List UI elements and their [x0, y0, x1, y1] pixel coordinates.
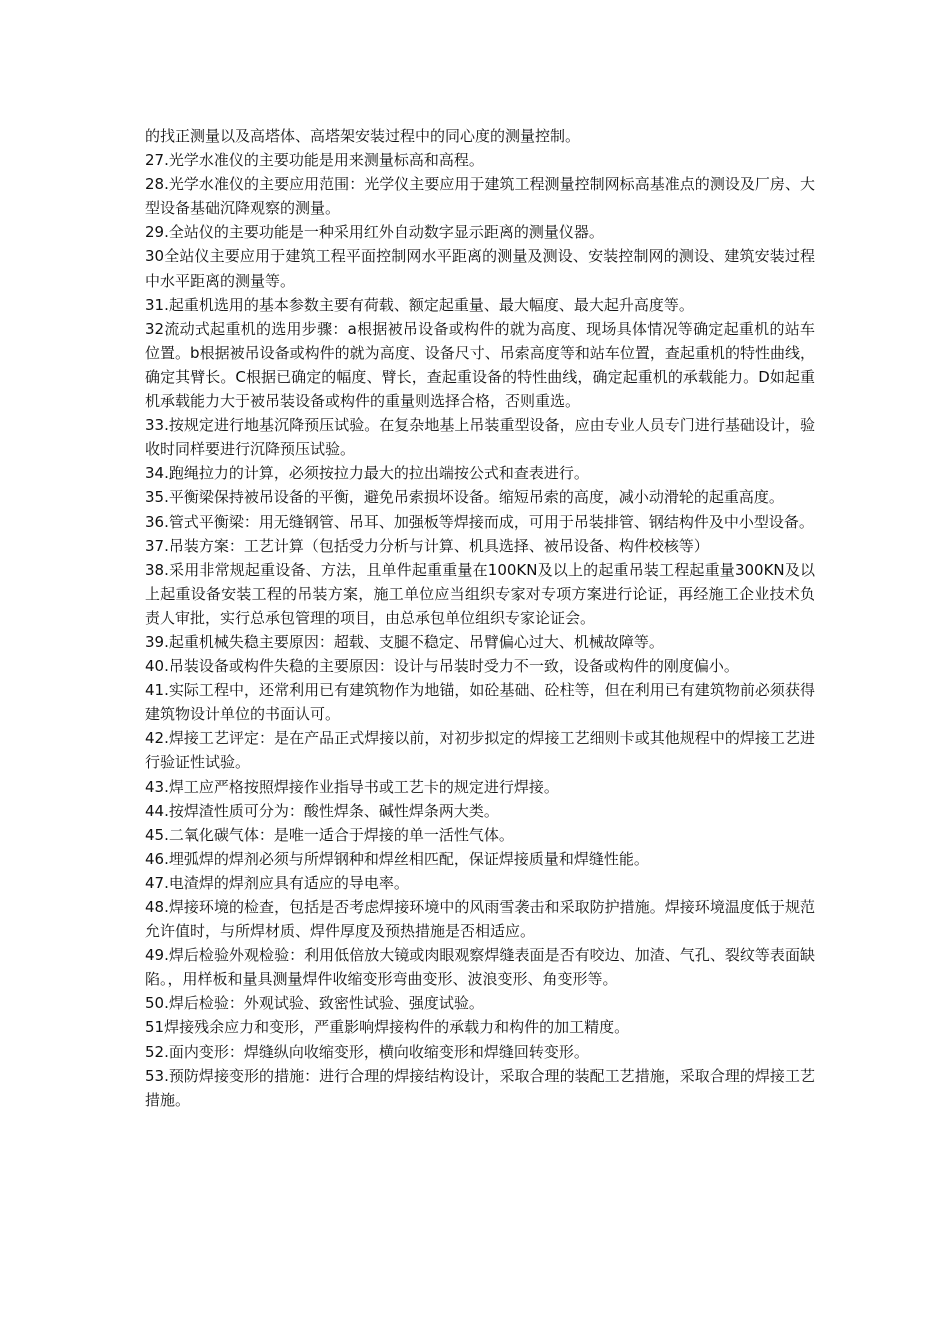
paragraph-44: 44.按焊渣性质可分为：酸性焊条、碱性焊条两大类。	[145, 801, 499, 820]
document-body	[145, 124, 815, 1112]
paragraph-33: 33.按规定进行地基沉降预压试验。在复杂地基上吊装重型设备，应由专业人员专门进行基础设计，验收时同样要进行沉降预压试验。	[145, 416, 815, 459]
paragraph-continuation: 的找正测量以及高塔体、高塔架安装过程中的同心度的测量控制。	[145, 127, 581, 145]
paragraph-53: 53.预防焊接变形的措施：进行合理的焊接结构设计，采取合理的装配工艺措施，采取合理的焊接工艺措施。	[145, 1066, 815, 1109]
paragraph-32: 32流动式起重机的选用步骤：a根据被吊设备或构件的就为高度、现场具体情况等确定起重机的站车位置。b根据被吊设备或构件的就为高度、设备尺寸、吊索高度等和站车位置，查起重机的特性曲线，确定其臂长。C根据已确定的幅度、臂长，查起重设备的特性曲线，确定起重机的承载能力。D如起重机承载能力大于被吊装设备或构件的重量则选择合格，否则重选。	[145, 319, 815, 411]
paragraph-46: 46.埋弧焊的焊剂必须与所焊钢种和焊丝相匹配，保证焊接质量和焊缝性能。	[145, 849, 649, 868]
paragraph-37: 37.吊装方案：工艺计算（包括受力分析与计算、机具选择、被吊设备、构件校核等）	[145, 536, 709, 555]
paragraph-29: 29.全站仪的主要功能是一种采用红外自动数字显示距离的测量仪器。	[145, 223, 604, 242]
paragraph-40: 40.吊装设备或构件失稳的主要原因：设计与吊装时受力不一致，设备或构件的刚度偏小。	[145, 657, 739, 676]
paragraph-34: 34.跑绳拉力的计算，必须按拉力最大的拉出端按公式和查表进行。	[145, 464, 589, 483]
paragraph-41: 41.实际工程中，还常利用已有建筑物作为地锚，如砼基础、砼柱等，但在利用已有建筑物前必须获得建筑物设计单位的书面认可。	[145, 681, 815, 724]
paragraph-51: 51焊接残余应力和变形，严重影响焊接构件的承载力和构件的加工精度。	[145, 1018, 630, 1037]
paragraph-50: 50.焊后检验：外观试验、致密性试验、强度试验。	[145, 994, 484, 1013]
paragraph-43: 43.焊工应严格按照焊接作业指导书或工艺卡的规定进行焊接。	[145, 777, 559, 796]
paragraph-30: 30全站仪主要应用于建筑工程平面控制网水平距离的测量及测设、安装控制网的测设、建筑安装过程中水平距离的测量等。	[145, 247, 815, 290]
paragraph-49: 49.焊后检验外观检验：利用低倍放大镜或肉眼观察焊缝表面是否有咬边、加渣、气孔、裂纹等表面缺陷。，用样板和量具测量焊件收缩变形弯曲变形、波浪变形、角变形等。	[145, 946, 815, 989]
paragraph-27: 27.光学水准仪的主要功能是用来测量标高和高程。	[145, 151, 484, 170]
paragraph-47: 47.电渣焊的焊剂应具有适应的导电率。	[145, 873, 409, 892]
paragraph-39: 39.起重机械失稳主要原因：超载、支腿不稳定、吊臂偏心过大、机械故障等。	[145, 632, 664, 651]
paragraph-35: 35.平衡梁保持被吊设备的平衡，避免吊索损坏设备。缩短吊索的高度，减小动滑轮的起重高度。	[145, 488, 784, 507]
paragraph-48: 48.焊接环境的检查，包括是否考虑焊接环境中的风雨雪袭击和采取防护措施。焊接环境温度低于规范允许值时，与所焊材质、焊件厚度及预热措施是否相适应。	[145, 898, 815, 941]
paragraph-38: 38.采用非常规起重设备、方法，且单件起重重量在100KN及以上的起重吊装工程起重量300KN及以上起重设备安装工程的吊装方案，施工单位应当组织专家对专项方案进行论证，再经施工企业技术负责人审批，实行总承包管理的项目，由总承包单位组织专家论证会。	[145, 560, 815, 627]
paragraph-31: 31.起重机选用的基本参数主要有荷载、额定起重量、最大幅度、最大起升高度等。	[145, 295, 694, 314]
paragraph-52: 52.面内变形：焊缝纵向收缩变形，横向收缩变形和焊缝回转变形。	[145, 1042, 589, 1061]
paragraph-28: 28.光学水准仪的主要应用范围：光学仪主要应用于建筑工程测量控制网标高基准点的测设及厂房、大型设备基础沉降观察的测量。	[145, 175, 815, 218]
paragraph-36: 36.管式平衡梁：用无缝钢管、吊耳、加强板等焊接而成，可用于吊装排管、钢结构件及中小型设备。	[145, 512, 814, 531]
paragraph-45: 45.二氧化碳气体：是唯一适合于焊接的单一活性气体。	[145, 825, 514, 844]
paragraph-42: 42.焊接工艺评定：是在产品正式焊接以前，对初步拟定的焊接工艺细则卡或其他规程中的焊接工艺进行验证性试验。	[145, 729, 815, 772]
